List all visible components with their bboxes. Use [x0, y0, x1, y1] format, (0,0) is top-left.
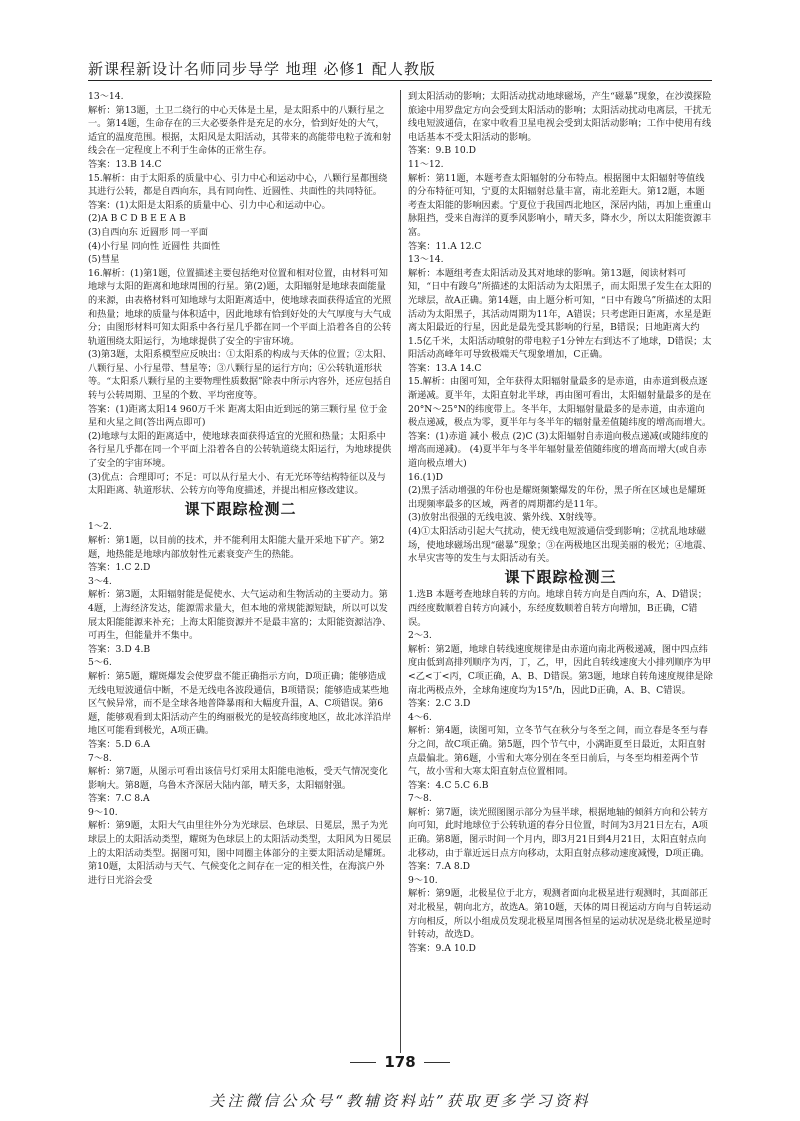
text-line: 2～3. — [408, 630, 432, 642]
text-line: 解析：本题组考查太阳活动及其对地球的影响。第13题，阅读材料可知，“日中有踆乌”所描述的太阳活动为太阳黑子，而太阳黑子发生在太阳的光球层，故A正确。第14题，由上题分析可知，“日中有踆乌”所描述的太阳活动为太阳黑子，其活动周期为11年，A错误；只考虑距日距离，水星是距离太阳最近的行星，因此是最先受其影响的行星，B错误；日地距离大约1.5亿千米，太阳活动喷射的带电粒子1分钟左右到达不了地球，D错误；太阳活动高峰年可导致极端天气现象增加，C正确。 — [408, 267, 712, 361]
text-line: 解析：第7题，读光照图图示部分为昼半球，根据地轴的倾斜方向和公转方向可知，此时地球位于公转轨道的春分日位置，时间为3月21日左右，A项正确。第8题，图示时间一个月内，即3月21日到4月21日，太阳直射点向北移动，由于靠近远日点方向移动，太阳直射点移动速度减慢，D项正确。 — [408, 806, 710, 859]
text-line: 解析：第9题，北极星位于北方，观测者面向北极星进行观测时，其面部正对北极星，朝向北方，故选A。第10题，天体的周日视运动方向与自转运动方向相反，所以小组成员发现北极星周围各恒星的运动状况是绕北极星逆时针转动，故选D。 — [408, 888, 712, 941]
text-line: 答案：9.B 10.D — [408, 145, 476, 157]
text-line: 1.选B 本题考查地球自转的方向。地球自转方向是自西向东，A、D错误；西经度数顺着自转方向减小，东经度数顺着自转方向增加，B正确，C错误。 — [408, 589, 707, 628]
text-line: 13～14. — [88, 91, 124, 102]
text-line: (5)彗星 — [88, 254, 120, 266]
text-line: 16.解析：(1)第1题，位置描述主要包括绝对位置和相对位置，由材料可知地球与太阳的距离和地球周围的行星。第(2)题，太阳辐射是地球表面能量的来源，由表格材料可知地球与太阳距离适中，使地球表面获得适宜的光照和热量；地球的质量与体积适中，因此地球有恰到好处的大气厚度与大气成分；由图形材料可知太阳系中各行星几乎都在同一个平面上沿着各自的公转轨道围绕太阳运行，为地球提供了安全的宇宙环境。 — [88, 267, 392, 347]
text-line: 9～10. — [88, 806, 118, 818]
text-line: 16.(1)D — [408, 471, 443, 483]
text-line: 答案：(1)距离太阳14 960万千米 距离太阳由近到远的第三颗行星 位于金星和火星之间(答出两点即可) — [88, 403, 388, 429]
footer-note: 关注微信公众号“教辅资料站”获取更多学习资料 — [209, 1092, 591, 1110]
text-line: 答案：13.A 14.C — [408, 362, 482, 374]
text-line: 解析：第1题，以目前的技术，并不能利用太阳能大量开采地下矿产。第2题，地热能是地球内部放射性元素衰变产生的热能。 — [88, 535, 385, 560]
text-line: 答案：13.B 14.C — [88, 158, 162, 170]
text-line: 解析：第9题，太阳大气由里往外分为光球层、色球层、日冕层，黑子为光球层上的太阳活动类型，耀斑为色球层上的太阳活动类型，太阳风为日冕层上的太阳活动类型。据图可知，图中同圈主体部分的主要太阳活动是耀斑。第10题，太阳活动与天气、气候变化之间存在一定的相关性，在海滨户外进行日光浴会受 — [88, 820, 392, 886]
text-line: 答案：9.A 10.D — [408, 942, 476, 954]
left-column — [88, 90, 393, 887]
text-line: 3～4. — [88, 575, 112, 587]
text-line: 答案：(1)太阳是太阳系的质量中心、引力中心和运动中心。 — [88, 199, 331, 211]
section-heading: 课下跟踪检测二 — [184, 499, 297, 518]
text-line: (4)小行星 同向性 近圆性 共面性 — [88, 240, 221, 252]
text-line: 到太阳活动的影响；太阳活动扰动地球磁场，产生“磁暴”现象，在沙漠探险旅途中用罗盘定方向会受到太阳活动的影响；太阳活动扰动电离层，干扰无线电短波通信，在家中收看卫星电视会受到太阳活动影响；工作中使用有线电话基本不受太阳活动的影响。 — [408, 91, 712, 143]
text-line: 15.解析：由于太阳系的质量中心、引力中心和运动中心，八颗行星都围绕其进行公转，都是自西向东，具有同向性、近圆性、共面性的共同特征。 — [88, 172, 388, 198]
text-line: (2)黑子活动增强的年份也是耀斑频繁爆发的年份，黑子所在区域也是耀斑出现频率最多的区域，两者的周期都约是11年。 — [408, 485, 706, 510]
text-line: 答案：1.C 2.D — [88, 562, 151, 574]
column-divider — [400, 90, 401, 1053]
text-line: 答案：2.C 3.D — [408, 698, 471, 710]
page-header: 新课程新设计名师同步导学 地理 必修1 配人教版 — [88, 60, 436, 78]
text-line: (3)自西向东 近圆形 同一平面 — [88, 226, 208, 238]
text-line: (3)优点：合理即可；不足：可以从行星大小、有无光环等结构特征以及与太阳距离、轨道形状、公转方向等角度描述，并提出相应修改建议。 — [88, 471, 386, 497]
text-line: 解析：第2题，地球自转线速度规律是由赤道向南北两极递减，图中四点纬度由低到高排列顺序为丙，丁，乙，甲，因此自转线速度大小排列顺序为甲<乙<丁<丙，C项正确，A、B、D错误。第3题，地球自转角速度规律是除南北两极点外，全球角速度均为15°/h，因此D正确，A、B、C错误。 — [408, 643, 713, 696]
section-heading: 课下跟踪检测三 — [504, 567, 617, 586]
text-line: 7～8. — [88, 752, 112, 764]
text-line: 解析：第7题，从图示可看出该信号灯采用太阳能电池板，受天气情况变化影响大。第8题，乌鲁木齐深居大陆内部，晴天多，太阳辐射强。 — [88, 766, 388, 791]
text-line: 答案：3.D 4.B — [88, 643, 151, 655]
text-line: 11～12. — [408, 158, 444, 170]
right-column — [408, 90, 713, 955]
text-line: 解析：第3题，太阳辐射能是促使水、大气运动和生物活动的主要动力。第4题，上海经济发达，能源需求量大，但本地的常规能源短缺，所以可以发展太阳能能源来补充；上海太阳能资源并不是最丰富的；太阳能资源洁净、可再生，但能量并不集中。 — [88, 589, 392, 642]
page-number: 178 — [0, 1053, 800, 1071]
text-line: 答案：(1)赤道 减小 极点 (2)C (3)太阳辐射自赤道向极点递减(或随纬度的增高而递减)。 (4)夏半年与冬半年辐射量差值随纬度的增高而增大(或自赤道向极点增大) — [408, 430, 709, 470]
text-line: 答案：7.A 8.D — [408, 861, 471, 873]
text-line: 4～6. — [408, 711, 432, 723]
text-line: (2)A B C D B E E A B — [88, 213, 186, 225]
text-line: 答案：7.C 8.A — [88, 793, 150, 805]
text-line: 答案：4.C 5.C 6.B — [408, 779, 489, 791]
text-line: 解析：第11题，本题考查太阳辐射的分布特点。根据图中太阳辐射等值线的分布特征可知，宁夏的太阳辐射总量丰富，南北差距大。第12题，本题考查太阳能的影响因素。宁夏位于我国西北地区，深居内陆，再加上重重山脉阻挡，受来自海洋的夏季风影响小，晴天多，降水少，所以太阳能资源丰富。 — [408, 172, 712, 238]
text-line: 9～10. — [408, 874, 438, 886]
text-line: (2)地球与太阳的距离适中，使地球表面获得适宜的光照和热量；太阳系中各行星几乎都在同一个平面上沿着各自的公转轨道绕太阳运行，为地球提供了安全的宇宙环境。 — [88, 430, 392, 470]
text-line: 解析：第13题，土卫二绕行的中心天体是土星，是太阳系中的八颗行星之一。第14题，生命存在的三大必要条件是充足的水分，恰到好处的大气，适宜的温度范围。根据，太阳风是太阳活动，其带来的高能带电粒子流和射线会在一定程度上不利于生命体的正常生存。 — [88, 104, 392, 157]
text-line: 答案：11.A 12.C — [408, 240, 482, 252]
text-line: 解析：第5题，耀斑爆发会使罗盘不能正确指示方向，D项正确；能够造成无线电短波通信中断，不是无线电各波段通信，B项错误；能够造成某些地区气候异常，而不是全球各地普降暴雨和大幅度升温，A、C项错误。第6题，能够观看到太阳活动产生的绚丽极光的是较高纬度地区，故北冰洋沿岸地区可能看到极光，A项正确。 — [88, 670, 392, 737]
text-line: 13～14. — [408, 254, 444, 266]
text-line: 1～2. — [88, 521, 112, 533]
text-line: 答案：5.D 6.A — [88, 738, 151, 750]
text-line: (3)放射出很强的无线电波、紫外线、X射线等。 — [408, 512, 603, 524]
text-line: (3)第3题，太阳系模型应反映出：①太阳系的构成与天体的位置；②太阳、八颗行星、小行星带、彗星等；③八颗行星的运行方向；④公转轨道形状等。“太阳系八颗行星的主要物理性质数据”除表中所示内容外，还应包括自转与公转周期、卫星的个数、平均密度等。 — [88, 349, 392, 402]
text-line: 7～8. — [408, 793, 432, 805]
text-line: 15.解析：由图可知，全年获得太阳辐射量最多的是赤道，由赤道到极点逐渐递减。夏半年，太阳直射北半球，再由图可看出，太阳辐射量最多的是在20°N～25°N的纬度带上。冬半年，太阳辐射量最多的是赤道，由赤道向极点递减，极点为零，夏半年与冬半年的辐射量差值随纬度的增高而增大。 — [408, 376, 712, 429]
text-line: 5～6. — [88, 657, 112, 669]
text-line: 解析：第4题，读图可知，立冬节气在秋分与冬至之间，而立春是冬至与春分之间，故C项正确。第5题，四个节气中，小满距夏至日最近，太阳直射点最偏北。第6题，小雪和大寒分别在冬至日前后，与冬至均相差两个节气，故小雪和大寒太阳直射点位置相同。 — [408, 725, 708, 778]
header-rule — [88, 80, 712, 81]
text-line: (4)①太阳活动引起大气扰动，使无线电短波通信受到影响；②扰乱地球磁场，使地球磁场出现“磁暴”现象；③在两极地区出现美丽的极光；④地震、水旱灾害等的发生与太阳活动有关。 — [408, 526, 712, 565]
